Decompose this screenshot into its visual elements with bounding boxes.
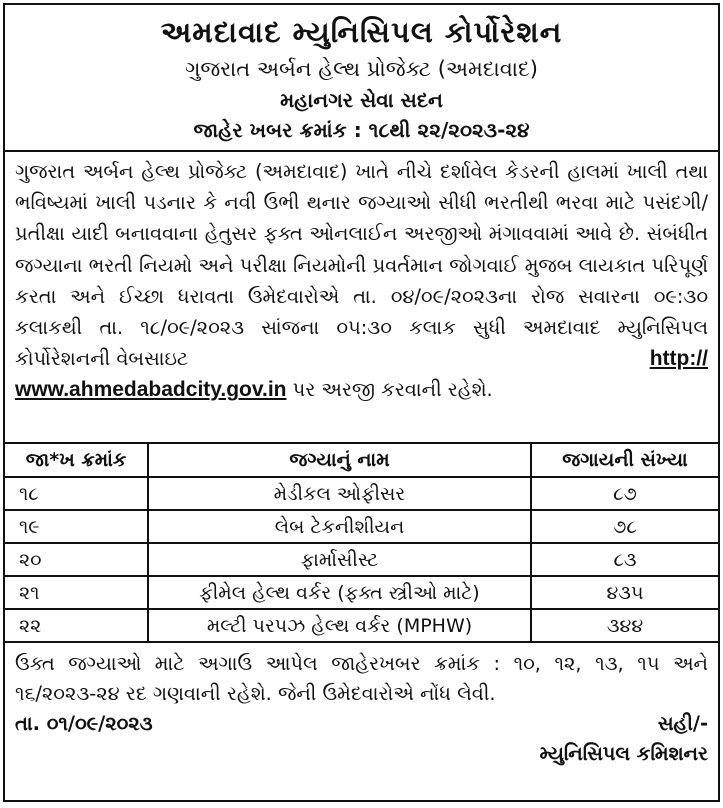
header	[5, 5, 718, 152]
row-post-name: ફાર્માસીસ્ટ	[148, 543, 531, 576]
row-number: ૨૨	[5, 609, 148, 642]
office-name: મહાનગર સેવા સદન	[280, 88, 443, 112]
row-vacancies: ૩૪૪	[531, 609, 718, 642]
row-post-name: મેડીકલ ઓફીસર	[148, 477, 531, 510]
row-number: ૨૧	[5, 576, 148, 609]
row-post-name: મલ્ટી પરપઝ હેલ્થ વર્કર (MPHW)	[148, 609, 531, 642]
table-header-row	[5, 444, 718, 477]
table-row	[5, 543, 718, 576]
table-row	[5, 510, 718, 543]
date-signature-row	[15, 709, 708, 739]
row-number: ૧૯	[5, 510, 148, 543]
row-vacancies: ૮૩	[531, 543, 718, 576]
notice-date: તા. ૦૧/૦૯/૨૦૨૩	[15, 712, 153, 735]
notice-paragraph-end: પર અરજી કરવાની રહેશે.	[286, 378, 493, 402]
advertisement	[3, 3, 720, 802]
column-header-post-name: જગ્યાનું નામ	[148, 444, 531, 477]
website-link[interactable]: www.ahmedabadcity.gov.in	[15, 378, 287, 402]
posts-table	[5, 444, 718, 643]
cancellation-note: ઉક્ત જગ્યાઓ માટે અગાઉ આપેલ જાહેરખબર ક્રમાંક : ૧૦, ૧૨, ૧૩, ૧૫ અને ૧૬/૨૦૨૩-૨૪ રદ ગણવાની રહેશે. જેની ઉમેદવારોએ નોંધ લેવી.	[15, 652, 708, 705]
notice-number: જાહેર ખબર ક્રમાંક : ૧૮થી ૨૨/૨૦૨૩-૨૪	[193, 118, 530, 142]
project-name: ગુજરાત અર્બન હેલ્થ પ્રોજેક્ટ (અમદાવાદ)	[185, 57, 538, 81]
notice-body	[5, 152, 718, 444]
signature: સહી/-	[657, 712, 708, 735]
footer	[5, 643, 718, 769]
row-vacancies: ૮૭	[531, 477, 718, 510]
row-post-name: ફીમેલ હેલ્થ વર્કર (ફક્ત સ્ત્રીઓ માટે)	[148, 576, 531, 609]
table-row	[5, 576, 718, 609]
row-vacancies: ૪૩૫	[531, 576, 718, 609]
row-post-name: લેબ ટેકનીશીયન	[148, 510, 531, 543]
commissioner-designation: મ્યુનિસિપલ કમિશનર	[539, 742, 708, 765]
row-number: ૧૮	[5, 477, 148, 510]
row-vacancies: ૭૮	[531, 510, 718, 543]
table-row	[5, 477, 718, 510]
corporation-title: અમદાવાદ મ્યુનિસિપલ કોર્પોરેશન	[160, 15, 563, 49]
column-header-number: જા*ખ ક્રમાંક	[5, 444, 148, 477]
notice-paragraph: ગુજરાત અર્બન હેલ્થ પ્રોજેક્ટ (અમદાવાદ) ખાતે નીચે દર્શાવેલ કેડરની હાલમાં ખાલી તથા ભવિષ્યમાં ખાલી પડનાર કે નવી ઉભી થનાર જગ્યાઓ સીધી ભરતીથી ભરવા માટે પસંદગી/પ્રતીક્ષા યાદી બનાવવાના હેતુસર ફક્ત ઓનલાઈન અરજીઓ મંગાવવામાં આવે છે. સંબંધીત જગ્યાના ભરતી નિયમો અને પરીક્ષા નિયમોની પ્રવર્તમાન જોગવાઈ મુજબ લાયકાત પરિપૂર્ણ કરતા અને ઈચ્છા ધરાવતા ઉમેદવારોએ તા. ૦૪/૦૯/૨૦૨૩ના રોજ સવારના ૦૯:૩૦ કલાકથી તા. ૧૮/૦૯/૨૦૨૩ સાંજના ૦૫:૩૦ કલાક સુધી અમદાવાદ મ્યુનિસિપલ કોર્પોરેશનની વેબસાઇટ	[15, 160, 708, 371]
table-row	[5, 609, 718, 642]
row-number: ૨૦	[5, 543, 148, 576]
website-link-prefix[interactable]: http://	[649, 347, 708, 371]
column-header-vacancies: જગાયની સંખ્યા	[531, 444, 718, 477]
